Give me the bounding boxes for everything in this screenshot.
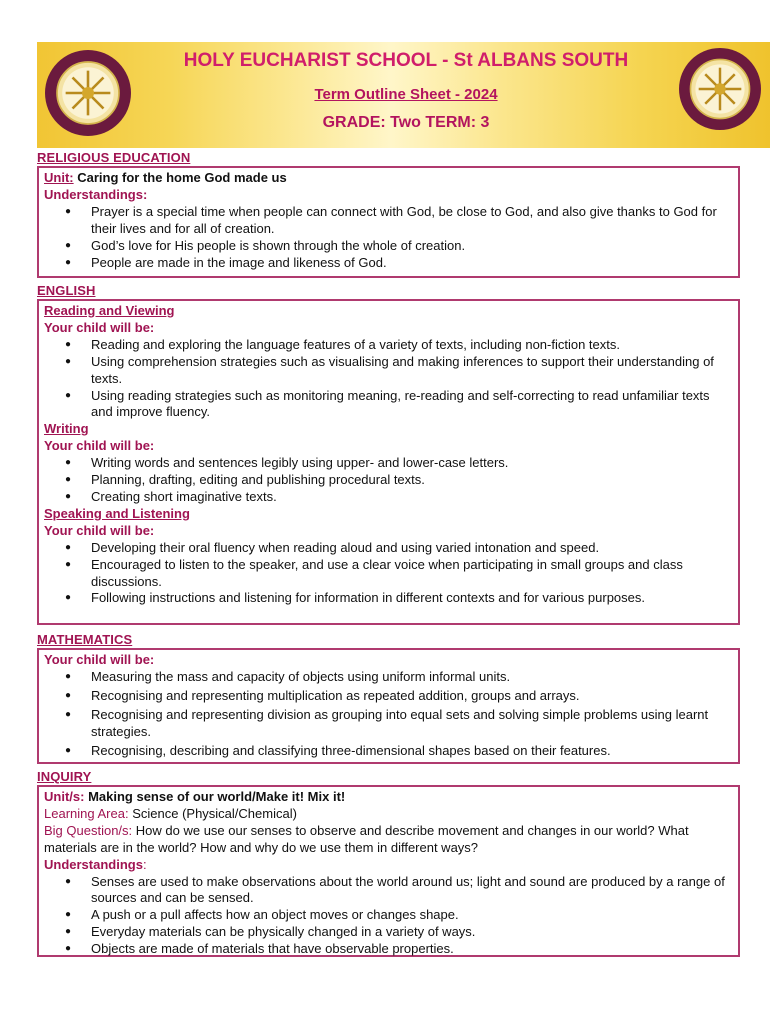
learning-area-value: Science (Physical/Chemical) xyxy=(132,805,297,821)
section-box-re xyxy=(37,166,740,278)
list-item: ● Everyday materials can be physically changed in a variety of ways. xyxy=(91,924,730,941)
list-item: ● Objects are made of materials that have observable properties. xyxy=(91,941,730,958)
section-label-inquiry: INQUIRY xyxy=(37,769,92,784)
section-box-english xyxy=(37,299,740,625)
big-question xyxy=(44,823,730,857)
list-item: ● Prayer is a special time when people can connect with God, be close to God, and also give thanks to God for their lives and for all of creation. xyxy=(91,204,730,238)
list-item: ● Developing their oral fluency when reading aloud and using varied intonation and speed. xyxy=(91,540,730,557)
inquiry-list xyxy=(44,874,730,959)
speaking-list xyxy=(44,540,730,608)
reading-intro: Your child will be: xyxy=(44,319,155,335)
list-item: ● Planning, drafting, editing and publishing procedural texts. xyxy=(91,472,730,489)
list-item: ● God’s love for His people is shown through the whole of creation. xyxy=(91,238,730,255)
learning-area-label: Learning Area: xyxy=(44,805,129,821)
list-item: ● Following instructions and listening for information in different contexts and for various purposes. xyxy=(91,590,730,607)
list-item: ● Measuring the mass and capacity of objects using uniform informal units. xyxy=(91,669,730,686)
unit-value: Caring for the home God made us xyxy=(77,170,287,185)
writing-heading: Writing xyxy=(44,421,89,437)
section-label-re: RELIGIOUS EDUCATION xyxy=(37,150,191,165)
grade-term: GRADE: Two TERM: 3 xyxy=(322,114,490,131)
speaking-heading: Speaking and Listening xyxy=(44,505,190,521)
understandings-colon: : xyxy=(142,856,147,872)
unit-value: Making sense of our world/Make it! Mix it! xyxy=(88,789,346,804)
list-item: ● Senses are used to make observations about the world around us; light and sound are produced by a range of sources and can be sensed. xyxy=(91,874,730,908)
list-item: ● Creating short imaginative texts. xyxy=(91,489,730,506)
maths-intro: Your child will be: xyxy=(44,652,155,667)
unit-label: Unit/s: xyxy=(44,789,85,804)
list-item: ● Using reading strategies such as monitoring meaning, re-reading and self-correcting to read unfamiliar texts and improve fluency. xyxy=(91,388,730,422)
inquiry-unit xyxy=(44,789,730,806)
writing-intro: Your child will be: xyxy=(44,438,155,454)
learning-area xyxy=(44,806,730,823)
big-question-label: Big Question/s: xyxy=(44,822,133,838)
list-item: ● People are made in the image and likeness of God. xyxy=(91,255,730,272)
section-label-english: ENGLISH xyxy=(37,283,96,298)
section-box-maths xyxy=(37,648,740,764)
re-list xyxy=(44,204,730,272)
understandings-label: Understandings xyxy=(44,856,143,872)
unit-label: Unit: xyxy=(44,170,74,185)
speaking-intro: Your child will be: xyxy=(44,522,155,538)
reading-list xyxy=(44,337,730,422)
list-item: ● A push or a pull affects how an object moves or changes shape. xyxy=(91,907,730,924)
list-item: ● Encouraged to listen to the speaker, and use a clear voice when participating in small groups and class discussions. xyxy=(91,557,730,591)
list-item: ● Recognising and representing division as grouping into equal sets and solving simple problems using learnt strategies. xyxy=(91,707,730,741)
list-item: ● Reading and exploring the language features of a variety of texts, including non-fiction texts. xyxy=(91,337,730,354)
sheet-title: Term Outline Sheet - 2024 xyxy=(314,86,498,103)
big-question-value: How do we use our senses to observe and describe movement and changes in our world? What materials are in the world? How and why do we use them in different ways? xyxy=(44,822,689,855)
list-item: ● Recognising and representing multiplication as repeated addition, groups and arrays. xyxy=(91,688,730,705)
inquiry-understandings xyxy=(44,857,730,874)
school-name: HOLY EUCHARIST SCHOOL - St ALBANS SOUTH xyxy=(183,50,629,71)
list-item: ● Using comprehension strategies such as visualising and making inferences to support their understanding of texts. xyxy=(91,354,730,388)
writing-list xyxy=(44,455,730,506)
re-unit xyxy=(44,170,730,187)
header-banner xyxy=(37,42,770,148)
section-box-inquiry xyxy=(37,785,740,957)
list-item: ● Writing words and sentences legibly using upper- and lower-case letters. xyxy=(91,455,730,472)
maths-list xyxy=(44,669,730,760)
section-label-maths: MATHEMATICS xyxy=(37,632,133,647)
reading-heading: Reading and Viewing xyxy=(44,303,175,318)
understandings-label: Understandings: xyxy=(44,186,148,202)
list-item: ● Recognising, describing and classifying three-dimensional shapes based on their features. xyxy=(91,743,730,760)
